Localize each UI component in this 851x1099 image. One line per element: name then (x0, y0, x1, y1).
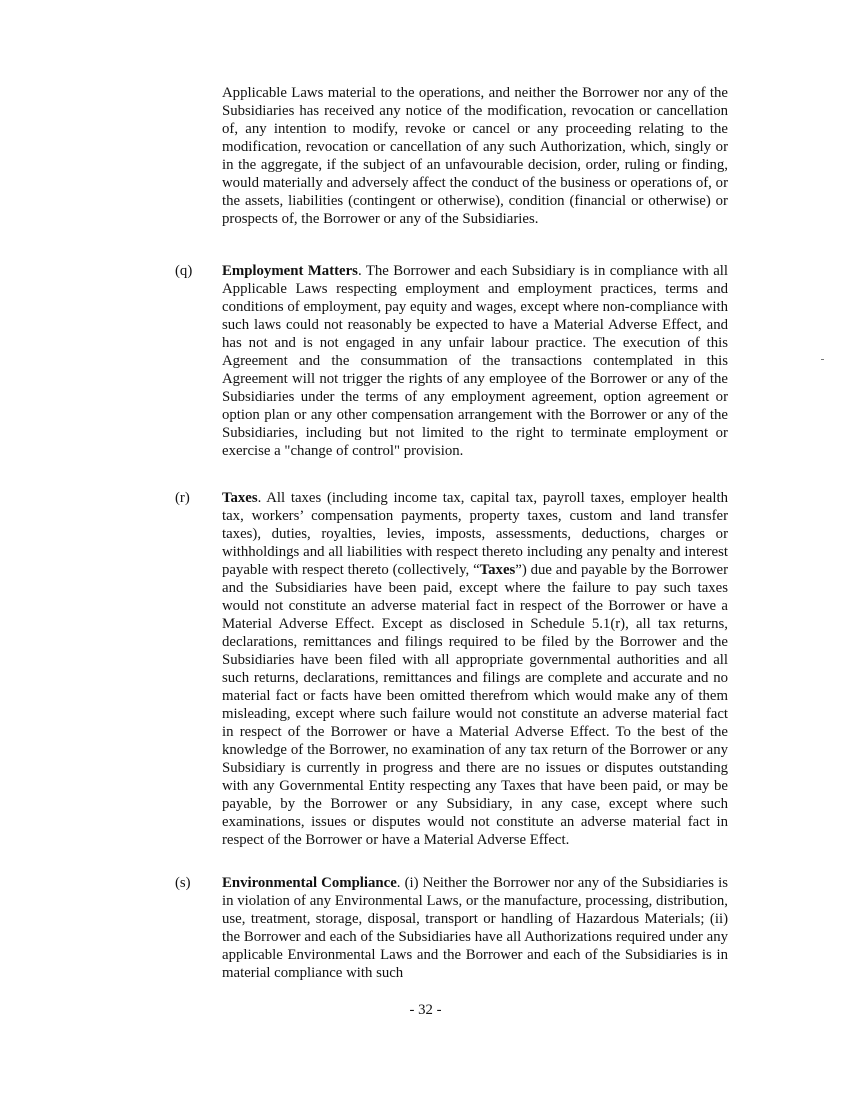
clause-text: . (i) Neither the Borrower nor any of the Subsidiaries is in violation of any Environmental Laws, or the manufacture, processing, distribution, use, treatment, storage, disposal, transport or handling of Hazardous Materials; (ii) the Borrower and each of the Subsidiaries have all Authorizations required under any applicable Environmental Laws and the Borrower and each of the Subsidiaries is in material compliance with such (222, 875, 728, 981)
clause-text: . The Borrower and each Subsidiary is in compliance with all Applicable Laws respecting employment and employment practices, terms and conditions of employment, pay equity and wages, except where non-compliance with such laws could not reasonably be expected to have a Material Adverse Effect, and has not and is not engaged in any unfair labour practice. The execution of this Agreement and the consummation of the transactions contemplated in this Agreement will not trigger the rights of any employee of the Borrower or any of the Subsidiaries under the terms of any employment agreement, option agreement or option plan or any other compensation arrangement with the Borrower or any of the Subsidiaries, including but not limited to the right to terminate employment or exercise a "change of control" provision. (222, 263, 728, 459)
clause-text-continued: ”) due and payable by the Borrower and the Subsidiaries have been paid, except where the failure to pay such taxes would not constitute an adverse material fact in respect of the Borrower or have a Material Adverse Effect. Except as disclosed in Schedule 5.1(r), all tax returns, declarations, remittances and filings required to be filed by the Borrower and the Subsidiaries have been filed with all appropriate governmental authorities and all such returns, declarations, remittances and filings are complete and accurate and no material fact or facts have been omitted therefrom which would make any of them misleading, except where such failure would not constitute an adverse material fact in respect of the Borrower or have a Material Adverse Effect. To the best of the knowledge of the Borrower, no examination of any tax return of the Borrower or any Subsidiary is currently in progress and there are no issues or disputes outstanding with any Governmental Entity respecting any Taxes that have been paid, or may be payable, by the Borrower or any Subsidiary, in any case, except where such examinations, issues or disputes would not constitute an adverse material fact in respect of the Borrower or have a Material Adverse Effect. (222, 562, 728, 848)
clause-heading: Employment Matters (222, 263, 358, 279)
continuation-paragraph: Applicable Laws material to the operations, and neither the Borrower nor any of the Subsidiaries has received any notice of the modification, revocation or cancellation of, any intention to modify, revoke or cancel or any proceeding relating to the modification, revocation or cancellation of any such Authorization, which, singly or in the aggregate, if the subject of an unfavourable decision, order, ruling or finding, would materially and adversely affect the conduct of the business or operations of, or the assets, liabilities (contingent or otherwise), condition (financial or otherwise) or prospects of, the Borrower or any of the Subsidiaries. (222, 85, 728, 227)
clause-text: . All taxes (including income tax, capital tax, payroll taxes, employer health tax, workers’ compensation payments, property taxes, custom and land transfer taxes), duties, royalties, levies, imposts, assessments, deductions, charges or withholdings and all liabilities with respect thereto including any penalty and interest payable with respect thereto (collectively, “ (222, 490, 728, 578)
clause-letter: (q) (175, 263, 193, 279)
scan-artifact (821, 359, 824, 360)
clause-letter: (s) (175, 875, 191, 891)
clause-heading: Taxes (222, 490, 258, 506)
defined-term: Taxes (479, 562, 516, 578)
clause-heading: Environmental Compliance (222, 875, 397, 891)
page-number: - 32 - (409, 1002, 442, 1018)
clause-body (222, 262, 728, 460)
clause-body (222, 489, 728, 849)
clause-letter: (r) (175, 490, 190, 506)
clause-body (222, 874, 728, 982)
